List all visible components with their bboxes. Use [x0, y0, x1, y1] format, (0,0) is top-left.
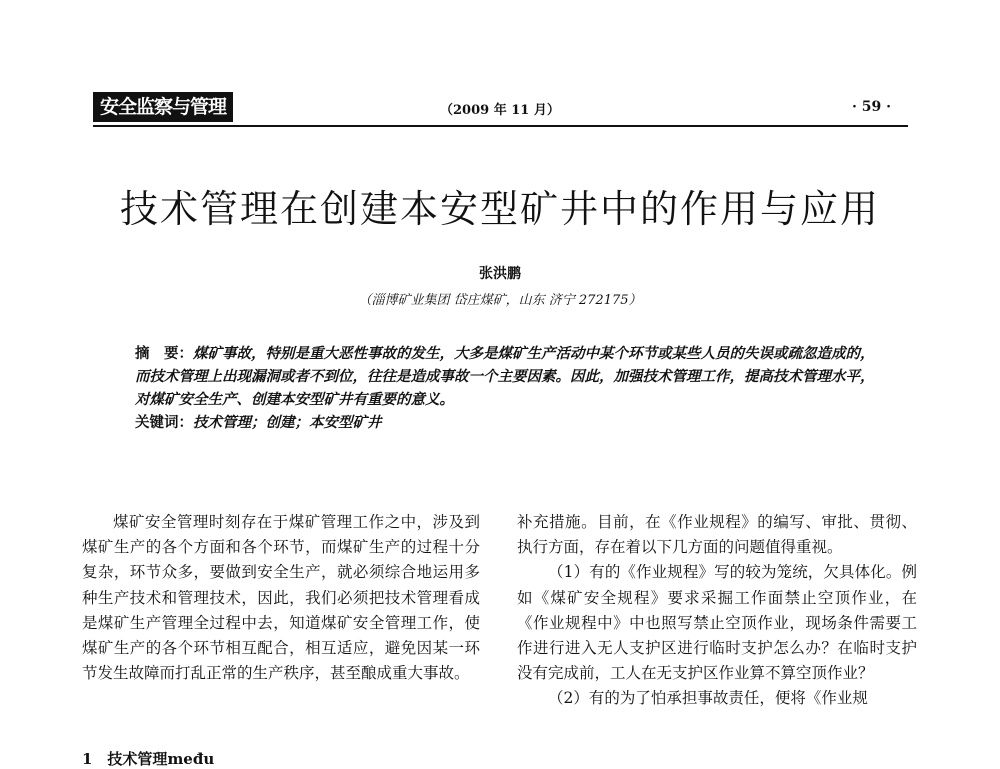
body-paragraph: （1）有的《作业规程》写的较为笼统，欠具体化。例如《煤矿安全规程》要求采掘工作面禁止空顶作业，在《作业规程中》中也照写禁止空顶作业，现场条件需要工作进行进入无人支护区进行临时支护怎么办？在临时支护没有完成前，工人在无支护区作业算不算空顶作业？: [517, 563, 917, 683]
body-paragraph: （2）有的为了怕承担事故责任，便将《作业规: [548, 689, 868, 708]
right-column: [517, 510, 917, 712]
abstract-label: 摘 要：: [135, 345, 193, 362]
abstract: [135, 342, 875, 411]
body-paragraph: 补充措施。目前，在《作业规程》的编写、审批、贯彻、执行方面，存在着以下几方面的问题值得重视。: [517, 513, 917, 557]
keywords-label: 关键词：: [135, 414, 193, 431]
abstract-text: 煤矿事故，特别是重大恶性事故的发生，大多是煤矿生产活动中某个环节或某些人员的失误或疏忽造成的，而技术管理上出现漏洞或者不到位，往往是造成事故一个主要因素。因此，加强技术管理工作，提高技术管理水平，对煤矿安全生产、创建本安型矿井有重要的意义。: [135, 345, 875, 408]
keywords: [135, 411, 875, 434]
section-heading: 1 技术管理među: [82, 750, 215, 768]
body-paragraph: 煤矿安全管理时刻存在于煤矿管理工作之中，涉及到煤矿生产的各个方面和各个环节，而煤矿生产的过程十分复杂，环节众多，要做到安全生产，就必须综合地运用多种生产技术和管理技术，因此，我们必须把技术管理看成是煤矿生产管理全过程中去，知道煤矿安全管理工作，使煤矿生产的各个环节相互配合，相互适应，避免因某一环节发生故障而打乱正常的生产秩序，甚至酿成重大事故。: [82, 513, 480, 683]
left-column: [82, 510, 480, 686]
keywords-text: 技术管理；创建；本安型矿井: [193, 414, 382, 431]
author-name: 张洪鹏: [479, 266, 521, 282]
journal-section-label: 安全监察与管理: [93, 92, 233, 122]
article-title: 技术管理在创建本安型矿井中的作用与应用: [119, 187, 880, 231]
abstract-block: [135, 342, 875, 434]
header-rule: [93, 125, 908, 127]
page-number: · 59 ·: [852, 99, 891, 115]
issue-date: （2009 年 11 月）: [440, 103, 560, 118]
author-affiliation: （淄博矿业集团 岱庄煤矿，山东 济宁 272175）: [358, 293, 642, 308]
